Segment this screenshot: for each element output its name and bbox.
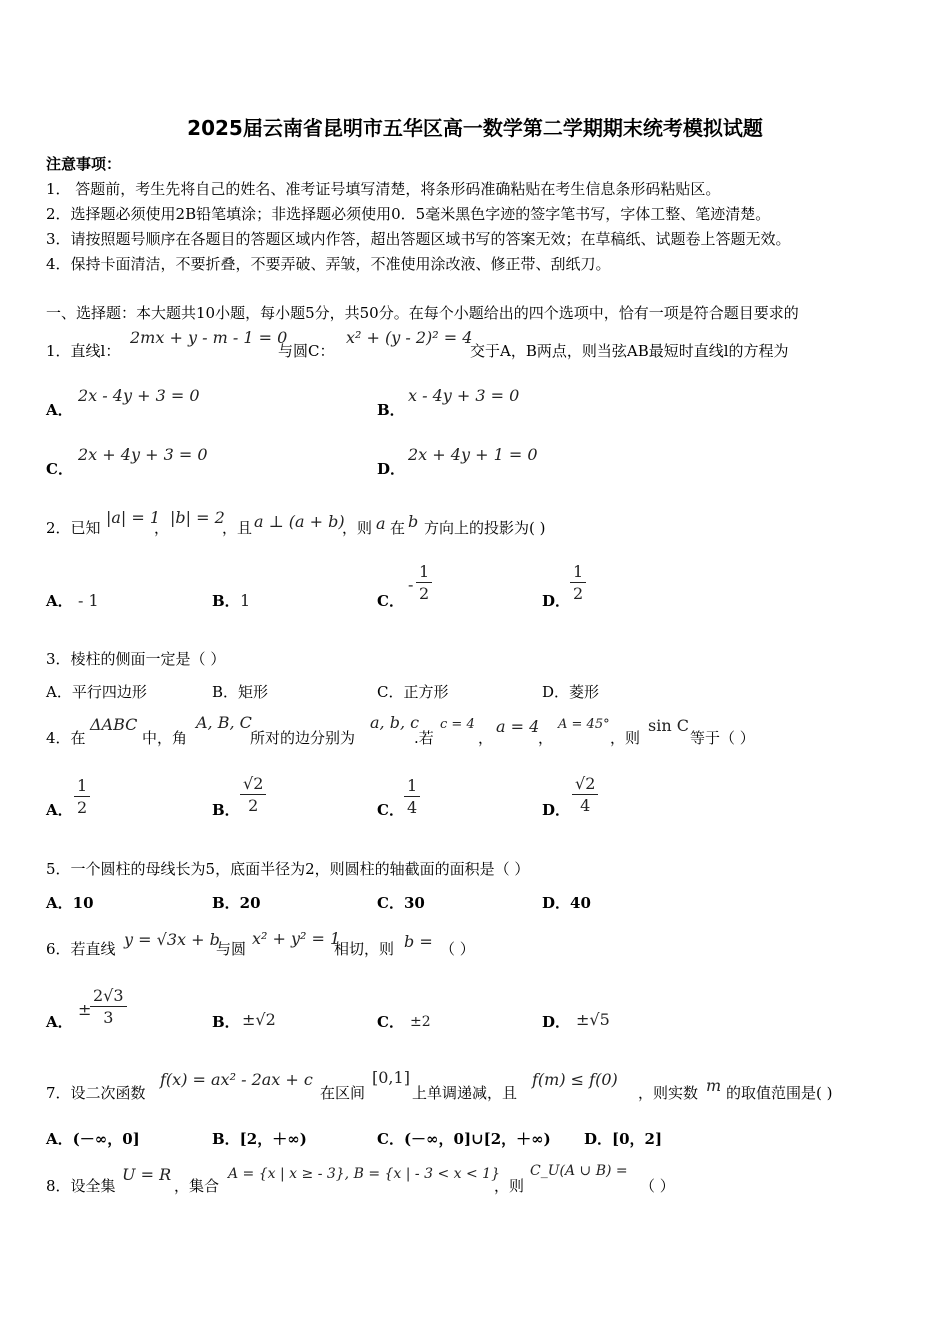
q4-option-b-label: B． [212, 801, 240, 819]
q4-option-c-num: 1 [404, 776, 420, 797]
q2-option-d-label: D． [542, 592, 571, 610]
q8-text: （ ） [640, 1177, 675, 1195]
q2-prefix: 2．已知 [46, 519, 101, 537]
q7-option-b: B．[2，＋∞) [212, 1130, 307, 1148]
q6-option-a-num: 2√3 [90, 986, 127, 1007]
q4-formula: ΔABC [90, 715, 138, 734]
q1-line-formula: 2mx + y - m - 1 = 0 [130, 328, 288, 347]
q1-option-a-label: A． [46, 401, 73, 419]
q7-formula: m [706, 1076, 722, 1095]
q2-formula: a [376, 514, 386, 533]
q2-text: 在 [390, 519, 406, 537]
q4-prefix: 4．在 [46, 729, 86, 747]
q7-function-formula: f(x) = ax² - 2ax + c [160, 1070, 313, 1089]
q7-text: ，则实数 [638, 1084, 699, 1102]
q4-option-d-den: 4 [580, 796, 591, 815]
q4-text: ， [538, 729, 554, 747]
q6-option-d: ±√5 [576, 1010, 610, 1029]
q2-option-b: 1 [240, 591, 251, 610]
page-title: 2025届云南省昆明市五华区高一数学第二学期期末统考模拟试题 [187, 116, 763, 140]
q2-formula: a ⊥ (a + b) [254, 512, 345, 531]
q8-formula: U = R [122, 1165, 172, 1184]
q2-option-c-den: 2 [419, 584, 430, 603]
q4-option-b-fraction [240, 774, 266, 815]
q1-text: 与圆C： [278, 342, 335, 360]
q5-stem: 5．一个圆柱的母线长为5，底面半径为2，则圆柱的轴截面的面积是（ ） [46, 860, 530, 878]
q2-option-a: - 1 [78, 591, 99, 610]
q4-option-d-fraction [572, 774, 598, 815]
q7-option-a: A．(－∞，0] [46, 1130, 140, 1148]
q6-circle-formula: x² + y² = 1 [252, 929, 341, 948]
q2-text: ，则 [342, 519, 373, 537]
q1-option-d: 2x + 4y + 1 = 0 [408, 445, 538, 464]
q3-option-c: C．正方形 [377, 683, 449, 701]
q7-text: 的取值范围是( ) [726, 1084, 833, 1102]
notice-item: 1． 答题前，考生先将自己的姓名、准考证号填写清楚，将条形码准确粘贴在考生信息条形码粘贴区。 [46, 180, 721, 198]
q2-option-d-num: 1 [570, 562, 586, 583]
q4-option-c-fraction [404, 776, 420, 817]
q2-option-c-label: C． [377, 592, 404, 610]
section-heading: 一、选择题：本大题共10小题，每小题5分，共50分。在每个小题给出的四个选项中，恰有一项是符合题目要求的 [46, 304, 799, 322]
q4-option-a-fraction [74, 776, 90, 817]
q2-formula: |a| = 1 [106, 508, 161, 527]
q2-formula: b [408, 512, 419, 531]
q7-text: 上单调递减，且 [412, 1084, 518, 1102]
q6-line-formula: y = √3x + b [124, 930, 220, 949]
q8-prefix: 8．设全集 [46, 1177, 116, 1195]
q1-text: 交于A，B两点，则当弦AB最短时直线l的方程为 [470, 342, 789, 360]
q4-option-a-num: 1 [74, 776, 90, 797]
q4-text: ，则 [610, 729, 641, 747]
q2-text: ， [154, 519, 170, 537]
q3-option-d: D．菱形 [542, 683, 600, 701]
q3-option-b: B．矩形 [212, 683, 269, 701]
q4-formula: A, B, C [196, 713, 252, 732]
q4-option-c-label: C． [377, 801, 404, 819]
q6-option-c-label: C． [377, 1013, 404, 1031]
q2-formula: |b| = 2 [170, 508, 225, 527]
q2-option-d-den: 2 [573, 584, 584, 603]
q4-formula: A = 45° [558, 717, 610, 732]
q4-text: 中，角 [142, 729, 188, 747]
q4-text: .若 [414, 729, 434, 747]
q6-option-a-label: A． [46, 1013, 73, 1031]
notice-heading: 注意事项： [46, 155, 122, 173]
q1-circle-formula: x² + (y - 2)² = 4 [346, 328, 473, 347]
q2-option-c-fraction [416, 562, 432, 603]
q1-option-b: x - 4y + 3 = 0 [408, 386, 520, 405]
q4-option-d-label: D． [542, 801, 571, 819]
q7-interval: [0,1] [372, 1068, 410, 1087]
q5-option-b: B．20 [212, 894, 261, 912]
notice-item: 4．保持卡面清洁，不要折叠，不要弄破、弄皱，不准使用涂改液、修正带、刮纸刀。 [46, 255, 611, 273]
q6-option-a-den: 3 [103, 1008, 114, 1027]
q1-option-a: 2x - 4y + 3 = 0 [78, 386, 200, 405]
q4-formula: c = 4 [440, 717, 475, 732]
q5-option-d: D．40 [542, 894, 591, 912]
q4-formula: a = 4 [496, 717, 540, 736]
q5-option-a: A．10 [46, 894, 94, 912]
q1-option-c-label: C． [46, 460, 73, 478]
q4-text: 所对的边分别为 [250, 729, 356, 747]
q8-text: ，集合 [174, 1177, 220, 1195]
q2-option-c-sign: - [408, 575, 414, 594]
q4-option-b-den: 2 [248, 796, 259, 815]
q6-formula: b = [404, 932, 433, 951]
notice-item: 3．请按照题号顺序在各题目的答题区域内作答，超出答题区域书写的答案无效；在草稿纸、试题卷上答题无效。 [46, 230, 791, 248]
q6-text: 相切，则 [334, 940, 395, 958]
q6-option-a-fraction [90, 986, 127, 1027]
q6-prefix: 6．若直线 [46, 940, 116, 958]
q2-option-a-label: A． [46, 592, 73, 610]
q6-option-b-label: B． [212, 1013, 240, 1031]
q7-prefix: 7．设二次函数 [46, 1084, 146, 1102]
q1-option-d-label: D． [377, 460, 406, 478]
q7-option-c: C．(－∞，0]∪[2，＋∞) [377, 1130, 551, 1148]
q6-text: 与圆 [216, 940, 247, 958]
q2-option-d-fraction [570, 562, 586, 603]
q8-formula: C_U(A ∪ B) = [530, 1163, 628, 1179]
q1-option-b-label: B． [377, 401, 405, 419]
q1-prefix: 1．直线l： [46, 342, 121, 360]
q6-option-b: ±√2 [242, 1010, 276, 1029]
q7-formula: f(m) ≤ f(0) [532, 1070, 618, 1089]
q4-text: 等于（ ） [690, 729, 755, 747]
q4-text: ， [478, 729, 494, 747]
q8-sets-formula: A = {x | x ≥ - 3}, B = {x | - 3 < x < 1} [228, 1166, 500, 1182]
q4-option-b-num: √2 [240, 774, 266, 795]
q2-text: ，且 [222, 519, 253, 537]
q5-option-c: C．30 [377, 894, 425, 912]
q4-formula: sin C [648, 716, 689, 735]
q4-option-d-num: √2 [572, 774, 598, 795]
q4-option-a-label: A． [46, 801, 73, 819]
q6-text: （ ） [440, 940, 475, 958]
q1-option-c: 2x + 4y + 3 = 0 [78, 445, 208, 464]
q8-text: ，则 [494, 1177, 525, 1195]
notice-item: 2．选择题必须使用2B铅笔填涂；非选择题必须使用0．5毫米黑色字迹的签字笔书写，字体工整、笔迹清楚。 [46, 205, 771, 223]
q4-formula: a, b, c [370, 713, 420, 732]
q2-option-b-label: B． [212, 592, 240, 610]
q6-option-d-label: D． [542, 1013, 571, 1031]
q4-option-c-den: 4 [407, 798, 418, 817]
q2-option-c-num: 1 [416, 562, 432, 583]
q3-option-a: A．平行四边形 [46, 683, 147, 701]
q7-text: 在区间 [320, 1084, 366, 1102]
q7-option-d: D．[0，2] [584, 1130, 663, 1148]
q6-option-c: ±2 [410, 1014, 431, 1030]
q4-option-a-den: 2 [77, 798, 88, 817]
q2-text: 方向上的投影为( ) [424, 519, 546, 537]
q3-stem: 3．棱柱的侧面一定是（ ） [46, 650, 226, 668]
q6-option-a-sign: ± [78, 1000, 92, 1019]
